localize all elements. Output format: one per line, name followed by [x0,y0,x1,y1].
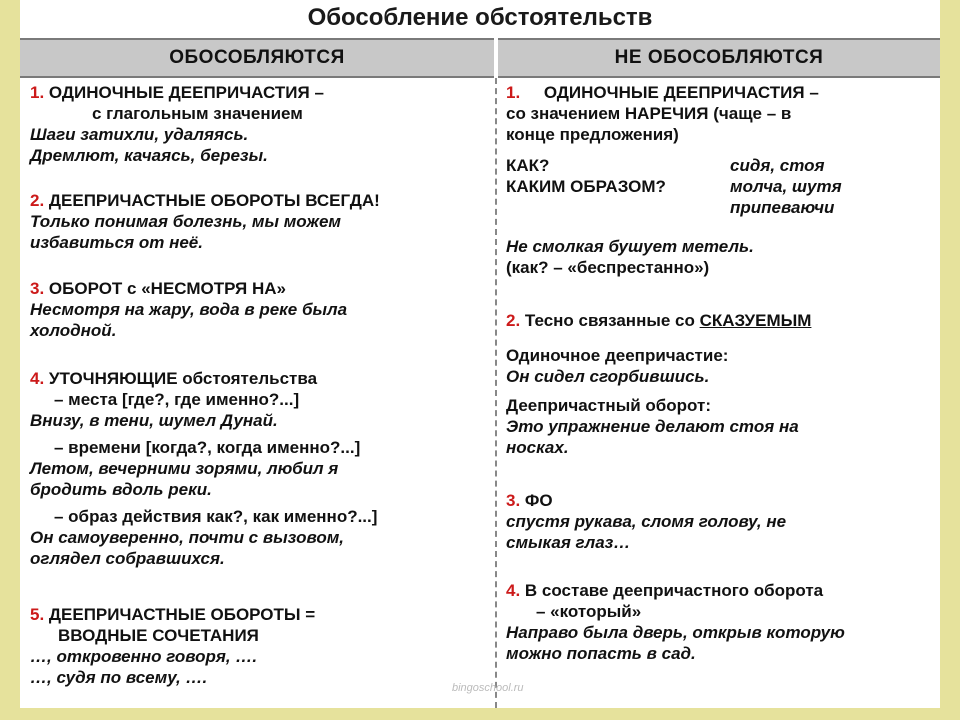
left-rule-4 [30,368,490,569]
example-line: бродить вдоль реки. [30,480,212,499]
rule-heading: В составе деепричастного оборота [524,581,824,600]
rule-subheading: – образ действия как?, как именно?...] [54,507,378,526]
example-line: Летом, вечерними зорями, любил я [30,459,339,478]
watermark: bingoschool.ru [452,682,524,694]
example-line: Это упражнение делают стоя на [506,417,799,436]
answer-examples: молча, шутя [730,177,842,196]
question-row [506,176,936,197]
rule-subheading: с глагольным значением [92,104,303,123]
rule-number: 3. [506,491,521,510]
header-left: ОБОСОБЛЯЮТСЯ [20,38,494,78]
rule-number: 4. [30,369,45,388]
example-line: …, откровенно говоря, …. [30,647,258,666]
rule-heading: ДЕЕПРИЧАСТНЫЕ ОБОРОТЫ = [48,605,316,624]
rule-subheading: – места [где?, где именно?...] [54,390,300,409]
rule-heading: ФО [524,491,553,510]
right-rule-3 [506,490,936,553]
rule-heading: ОДИНОЧНЫЕ ДЕЕПРИЧАСТИЯ – [48,83,324,102]
question-row [506,197,936,218]
rule-heading-cont: – «который» [536,602,642,621]
left-rule-5 [30,604,490,688]
rule-number: 3. [30,279,45,298]
example-line: оглядел собравшихся. [30,549,225,568]
example-note: (как? – «беспрестанно») [506,258,710,277]
example-line: носках. [506,438,569,457]
rule-heading: ОБОРОТ с «НЕСМОТРЯ НА» [48,279,286,298]
rule-subheading: конце предложения) [506,125,679,144]
answer-examples: сидя, стоя [730,156,825,175]
question-label: КАКИМ ОБРАЗОМ? [506,177,666,196]
example-line: Только понимая болезнь, мы можем [30,212,341,231]
rule-number: 1. [506,83,521,102]
example-line: Дремлют, качаясь, березы. [30,146,268,165]
right-rule-1 [506,82,936,278]
example-line: Он сидел сгорбившись. [506,367,710,386]
example-line: Не смолкая бушует метель. [506,237,754,256]
rule-heading: ОДИНОЧНЫЕ ДЕЕПРИЧАСТИЯ – [543,83,819,102]
rule-number: 2. [30,191,45,210]
example-line: смыкая глаз… [506,533,631,552]
page-title: Обособление обстоятельств [307,4,653,31]
answer-examples: припеваючи [730,198,835,217]
example-line: холодной. [30,321,117,340]
example-line: …, судя по всему, …. [30,668,208,687]
rule-heading: ДЕЕПРИЧАСТНЫЕ ОБОРОТЫ ВСЕГДА! [48,191,380,210]
example-line: Внизу, в тени, шумел Дунай. [30,411,278,430]
rule-subheading: Одиночное деепричастие: [506,346,729,365]
rule-heading-cont: ВВОДНЫЕ СОЧЕТАНИЯ [58,626,259,645]
right-rule-4 [506,580,936,664]
example-line: Несмотря на жару, вода в реке была [30,300,348,319]
rule-number: 1. [30,83,45,102]
question-label: КАК? [506,156,550,175]
column-divider [495,78,497,708]
question-row [506,155,936,176]
rule-sheet [20,0,940,708]
header-right: НЕ ОБОСОБЛЯЮТСЯ [498,38,940,78]
rule-number: 4. [506,581,521,600]
example-line: можно попасть в сад. [506,644,696,663]
rule-heading-underlined: СКАЗУЕМЫМ [699,311,812,330]
right-rule-2 [506,310,936,458]
example-line: спустя рукава, сломя голову, не [506,512,787,531]
example-line: Направо была дверь, открыв которую [506,623,845,642]
rule-subheading: со значением НАРЕЧИЯ (чаще – в [506,104,792,123]
left-rule-2 [30,190,490,253]
rule-subheading: – времени [когда?, когда именно?...] [54,438,361,457]
rule-number: 5. [30,605,45,624]
example-line: Он самоуверенно, почти с вызовом, [30,528,345,547]
left-rule-3 [30,278,490,341]
rule-heading: УТОЧНЯЮЩИЕ обстоятельства [48,369,318,388]
example-line: избавиться от неё. [30,233,203,252]
left-rule-1 [30,82,490,166]
rule-number: 2. [506,311,521,330]
rule-heading: Тесно связанные со [524,311,695,330]
rule-subheading: Деепричастный оборот: [506,396,711,415]
example-line: Шаги затихли, удаляясь. [30,125,249,144]
